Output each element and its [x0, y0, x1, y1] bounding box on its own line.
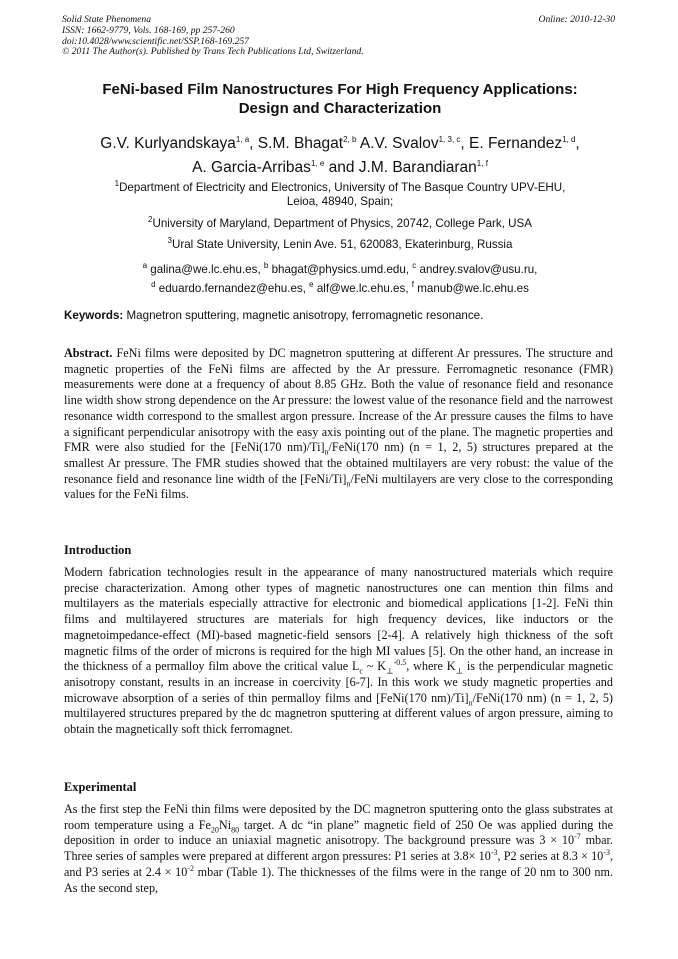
intro-text: , where K: [406, 659, 456, 674]
affiliation-text: Ural State University, Lenin Ave. 51, 620083, Ekaterinburg, Russia: [171, 237, 513, 251]
email-link[interactable]: bhagat@physics.umd.edu: [271, 262, 406, 276]
author-name: S.M. Bhagat: [257, 135, 344, 153]
abstract-text: /FeNi(170 nm) (n = 1, 2, 5) structures prepared at the smallest Ar pressure. The FMR studies showed that the obtained multilayers are very robust: the value of the resonance field and resonance line width of the [FeNi/Ti]: [64, 440, 613, 486]
superscript: -3: [603, 848, 610, 858]
affiliation-1: [40, 177, 640, 209]
section-heading-experimental: Experimental: [64, 780, 137, 794]
journal-header: [62, 15, 615, 58]
online-date: Online: 2010-12-30: [538, 14, 615, 25]
doi-line[interactable]: doi:10.4028/www.scientific.net/SSP.168-169.257: [62, 35, 249, 47]
journal-name: Solid State Phenomena: [62, 14, 151, 25]
author-name: A. Garcia-Arribas: [192, 159, 311, 177]
intro-text: is the perpendicular magnetic anisotropy constant, results in an increase in coercivity [6-7]. In this work we study magnetic properties and microwave absorption of a series of thin permalloy films and [FeNi(170 nm)/Ti]: [64, 659, 614, 705]
exp-text: mbar (Table 1). The thicknesses of the films were in the range of 20 nm to 300 nm. As the second step,: [64, 864, 613, 895]
exp-text: , and P3 series at 2.4 × 10: [64, 849, 613, 879]
author-affiliation-mark: 2, b: [343, 135, 357, 144]
paper-title: [40, 80, 640, 118]
email-link[interactable]: andrey.svalov@usu.ru: [419, 262, 535, 276]
author-name: G.V. Kurlyandskaya: [100, 135, 236, 153]
affiliation-text: Leioa, 48940, Spain;: [286, 194, 394, 208]
keywords: [64, 309, 619, 322]
email-mark: c: [412, 261, 417, 270]
author-name: E. Fernandez: [469, 135, 563, 153]
subscript: 80: [231, 825, 240, 835]
email-link[interactable]: manub@we.lc.ehu.es: [417, 281, 529, 295]
affiliation-number: 2: [148, 215, 153, 224]
subscript: n: [468, 698, 473, 708]
email-mark: e: [309, 279, 314, 289]
exp-text: mbar. Three series of samples were prepared at different argon pressures: P1 series at 3.8× 10: [64, 833, 613, 864]
subscript: 20: [210, 825, 219, 835]
affiliation-2: [40, 213, 640, 231]
author-affiliation-mark: 1, e: [310, 159, 325, 169]
abstract-paragraph: [64, 346, 613, 503]
exp-text: target. A dc “in plane” magnetic field of 250 Oe was applied during the deposition in order to induce an uniaxial magnetic anisotropy. The background pressure was 3 × 10: [64, 817, 613, 848]
author-name: J.M. Barandiaran: [358, 159, 477, 177]
title-line-2: Design and Characterization: [238, 100, 442, 117]
author-line-2: A. Garcia-Arribas$^{1, e}$ and J.M. Barandiaran$^{1, f}$: [192, 159, 488, 177]
introduction-paragraph: [64, 565, 613, 738]
affiliation-number: 3: [167, 236, 172, 245]
email-line-2: $^d$ eduardo.fernandez@ehu.es, $^e$ alf@we.lc.ehu.es, $^f$ manub@we.lc.ehu.es: [151, 279, 529, 295]
email-link[interactable]: galina@we.lc.ehu.es: [150, 262, 258, 276]
subscript: n: [346, 479, 351, 489]
author-name: A.V. Svalov: [359, 135, 439, 153]
exp-text: Ni: [218, 817, 232, 832]
author-line-1: G.V. Kurlyandskaya$^{1, a}$, S.M. Bhagat$^{2, b}$ A.V. Svalov$^{1, 3, c}$, E. Fernandez$^{1, d}$,: [100, 135, 580, 153]
abstract-text: FeNi films were deposited by DC magnetron sputtering at different Ar pressures. The structure and magnetic properties of the FeNi films are affected by the Ar pressure. Ferromagnetic resonance (FMR) measurements were done at a frequency of about 8.85 GHz. Both the value of resonance field and resonance line width show strong dependence on the Ar pressure: the lowest value of the resonance field and the narrowest resonance width correspond to the smallest argon pressure. Increase of the Ar pressure causes the films to have a significant perpendicular anisotropy with the easy axis pointing out of the plane. The magnetic properties and FMR were also studied for the [FeNi(170 nm)/Ti]: [64, 346, 614, 455]
title-line-1: FeNi-based Film Nanostructures For High Frequency Applications:: [102, 81, 578, 98]
copyright-line: © 2011 The Author(s). Published by Trans Tech Publications Ltd, Switzerland.: [62, 46, 364, 58]
author-emails: [40, 258, 640, 296]
experimental-paragraph: [64, 802, 613, 896]
issn-line: ISSN: 1662-9779, Vols. 168-169, pp 257-260: [62, 24, 235, 36]
section-heading-introduction: Introduction: [64, 543, 132, 557]
subscript: ⊥: [386, 666, 394, 676]
author-affiliation-mark: 1, a: [235, 135, 250, 144]
keywords-text: Magnetron sputtering, magnetic anisotropy, ferromagnetic resonance.: [126, 309, 484, 322]
email-mark: d: [151, 279, 156, 289]
superscript: -2: [187, 863, 194, 873]
superscript: -0.5: [393, 658, 407, 668]
keywords-label: Keywords:: [64, 309, 124, 322]
email-mark: b: [263, 261, 269, 270]
exp-text: As the first step the FeNi thin films were deposited by the DC magnetron sputtering onto the glass substrates at room temperature using a Fe: [64, 802, 613, 832]
intro-text: ~ K: [362, 659, 387, 674]
subscript: n: [324, 447, 329, 457]
subscript: ⊥: [455, 666, 464, 676]
email-link[interactable]: alf@we.lc.ehu.es: [316, 281, 406, 295]
email-link[interactable]: eduardo.fernandez@ehu.es: [158, 281, 303, 295]
author-list: [40, 130, 640, 178]
email-mark: f: [411, 279, 414, 289]
author-affiliation-mark: 1, f: [476, 159, 488, 169]
superscript: -7: [574, 832, 581, 842]
intro-text: /FeNi(170 nm) (n = 1, 2, 5) multilayered structures prepared by the dc magnetron sputtering at different values of argon pressure, aiming to obtain the magnetically soft thick ferromagnet.: [64, 690, 613, 737]
subscript: c: [359, 666, 363, 676]
intro-text: Modern fabrication technologies result in the appearance of many nanostructured materials which require precise characterization. Among other types of magnetic nanostructures one can mention thin films and multilayers as the materials especially attractive for electronic and biomedical applications [1-2]. FeNi thin films and multilayered structures are materials for high frequency devices, like inductors or the magnetoimpedance-effect (MI)-based magnetic-field sensors [2-4]. A relatively high thickness of the soft magnetic films of the order of microns is required for the high MI values [5]. On the other hand, an increase in the thickness of a permalloy film above the critical value L: [64, 565, 613, 674]
exp-text: , P2 series at 8.3 × 10: [497, 849, 604, 864]
superscript: -3: [490, 848, 498, 858]
abstract-label: Abstract.: [64, 346, 113, 360]
author-affiliation-mark: 1, d: [562, 135, 576, 144]
abstract-text: /FeNi multilayers are very close to the corresponding values for the FeNi films.: [64, 471, 613, 502]
email-mark: a: [142, 261, 148, 270]
affiliation-number: 1: [114, 179, 120, 188]
email-line-1: $^a$ galina@we.lc.ehu.es, $^b$ bhagat@physics.umd.edu, $^c$ andrey.svalov@usu.ru,: [142, 261, 538, 276]
affiliation-text: Department of Electricity and Electronics, University of The Basque Country UPV-EHU,: [119, 180, 566, 194]
author-affiliation-mark: 1, 3, c: [438, 135, 461, 144]
affiliation-text: University of Maryland, Department of Physics, 20742, College Park, USA: [152, 216, 532, 230]
affiliation-3: [40, 234, 640, 252]
